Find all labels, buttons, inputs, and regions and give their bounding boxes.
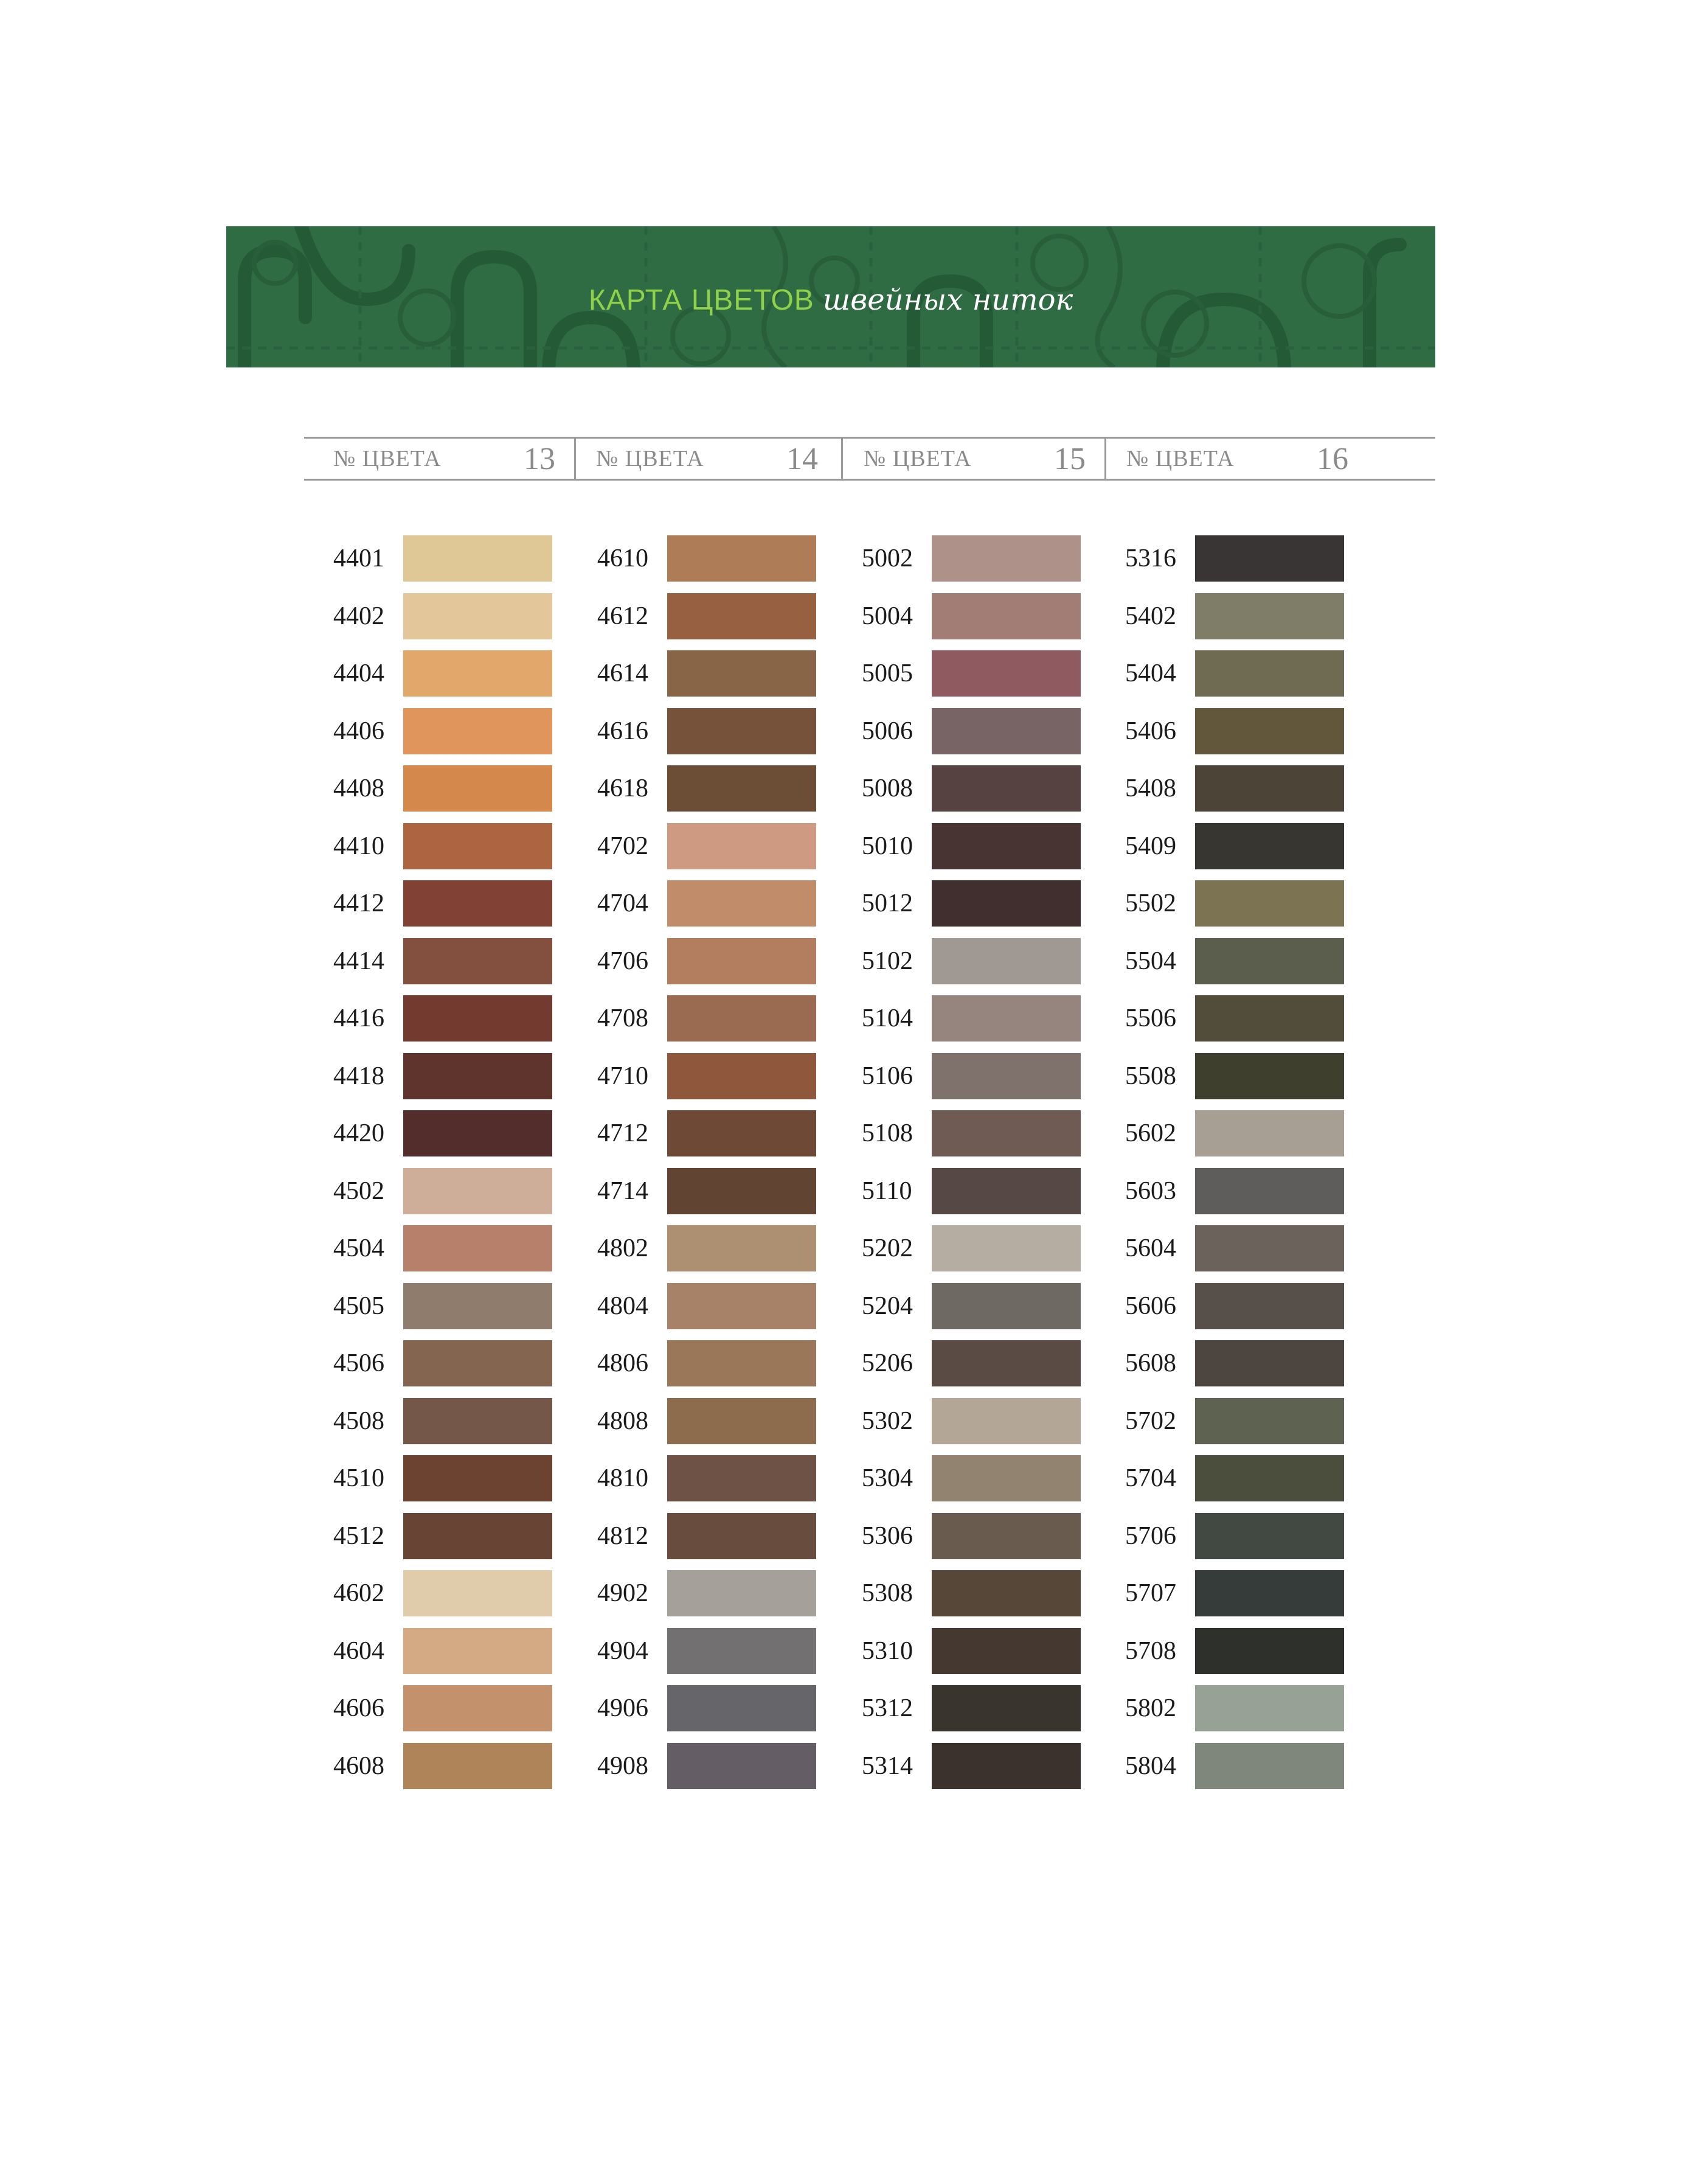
column-header-15	[864, 439, 1086, 478]
banner-title-main: КАРТА ЦВЕТОВ	[588, 283, 814, 316]
color-code: 4408	[333, 774, 384, 802]
color-code: 4610	[597, 544, 648, 572]
color-row	[597, 937, 840, 986]
color-code: 4612	[597, 602, 648, 630]
color-row	[597, 1397, 840, 1445]
color-code: 5306	[862, 1521, 913, 1550]
color-row	[333, 1339, 577, 1388]
color-swatch	[667, 880, 816, 927]
header-separator	[841, 437, 843, 481]
color-code: 5204	[862, 1292, 913, 1320]
color-row	[862, 937, 1105, 986]
color-swatch	[403, 1743, 552, 1789]
color-code: 4506	[333, 1349, 384, 1377]
color-code: 4505	[333, 1292, 384, 1320]
color-code: 5606	[1125, 1292, 1176, 1320]
column-header-label: № ЦВЕТА	[1126, 446, 1235, 471]
color-swatch	[932, 1570, 1081, 1616]
color-row	[333, 534, 577, 583]
color-code: 4414	[333, 947, 384, 975]
color-row	[1125, 1109, 1368, 1158]
column-header-16	[1126, 439, 1348, 478]
color-swatch	[932, 1283, 1081, 1329]
color-code: 4702	[597, 832, 648, 860]
color-swatch	[403, 1225, 552, 1271]
color-code: 5312	[862, 1694, 913, 1722]
color-row	[862, 764, 1105, 813]
color-row	[1125, 707, 1368, 756]
color-code: 5004	[862, 602, 913, 630]
color-row	[333, 764, 577, 813]
color-row	[1125, 764, 1368, 813]
color-swatch	[1195, 535, 1344, 582]
color-code: 4504	[333, 1234, 384, 1262]
color-swatch	[667, 1743, 816, 1789]
color-code: 4802	[597, 1234, 648, 1262]
color-row	[333, 1167, 577, 1215]
color-swatch	[932, 1513, 1081, 1559]
color-swatch	[403, 1513, 552, 1559]
column-header-14	[596, 439, 818, 478]
color-row	[1125, 994, 1368, 1043]
color-swatch	[403, 1398, 552, 1444]
color-row	[597, 649, 840, 698]
color-swatch	[1195, 995, 1344, 1042]
color-row	[333, 1512, 577, 1560]
color-code: 5310	[862, 1636, 913, 1665]
color-swatch	[932, 1340, 1081, 1386]
color-row	[862, 1397, 1105, 1445]
color-code: 4614	[597, 659, 648, 687]
color-row	[862, 534, 1105, 583]
color-row	[862, 707, 1105, 756]
color-swatch	[1195, 650, 1344, 697]
color-row	[597, 1512, 840, 1560]
color-row	[862, 1282, 1105, 1330]
color-row	[1125, 649, 1368, 698]
color-swatch	[667, 1398, 816, 1444]
color-code: 4708	[597, 1004, 648, 1032]
header-separator	[574, 437, 576, 481]
color-code: 4904	[597, 1636, 648, 1665]
color-swatch	[1195, 593, 1344, 639]
color-code: 5604	[1125, 1234, 1176, 1262]
color-code: 5508	[1125, 1062, 1176, 1090]
color-swatch	[932, 765, 1081, 812]
color-code: 4412	[333, 889, 384, 917]
color-row	[862, 1109, 1105, 1158]
color-row	[597, 1224, 840, 1273]
color-code: 5404	[1125, 659, 1176, 687]
color-code: 4704	[597, 889, 648, 917]
color-row	[1125, 1684, 1368, 1733]
color-swatch	[1195, 880, 1344, 927]
color-code: 4410	[333, 832, 384, 860]
color-swatch	[1195, 765, 1344, 812]
color-code: 4712	[597, 1119, 648, 1147]
color-row	[862, 1339, 1105, 1388]
color-code: 4616	[597, 717, 648, 745]
banner-title	[226, 226, 1435, 367]
color-swatch	[667, 593, 816, 639]
color-swatch	[667, 1628, 816, 1674]
color-swatch	[1195, 1053, 1344, 1099]
color-code: 5010	[862, 832, 913, 860]
color-swatch	[667, 938, 816, 984]
color-code: 5402	[1125, 602, 1176, 630]
column-header-number: 13	[524, 441, 555, 476]
color-code: 5102	[862, 947, 913, 975]
color-swatch	[1195, 823, 1344, 869]
color-code: 5005	[862, 659, 913, 687]
color-code: 4804	[597, 1292, 648, 1320]
color-code: 5008	[862, 774, 913, 802]
color-row	[1125, 1224, 1368, 1273]
header-separator	[1104, 437, 1106, 481]
color-swatch	[667, 1053, 816, 1099]
color-code: 5702	[1125, 1407, 1176, 1435]
color-swatch	[403, 1685, 552, 1731]
color-code: 5707	[1125, 1579, 1176, 1607]
color-swatch	[667, 995, 816, 1042]
column-header-number: 15	[1054, 441, 1086, 476]
color-swatch	[403, 1340, 552, 1386]
color-row	[333, 937, 577, 986]
color-code: 5304	[862, 1464, 913, 1492]
column-header-13	[333, 439, 555, 478]
color-row	[597, 1742, 840, 1790]
color-swatch	[667, 1225, 816, 1271]
color-code: 4404	[333, 659, 384, 687]
color-code: 5314	[862, 1751, 913, 1780]
column-header-label: № ЦВЕТА	[333, 446, 442, 471]
banner-title-sub: швейных ниток	[822, 283, 1073, 317]
color-code: 4502	[333, 1177, 384, 1205]
color-swatch	[403, 1628, 552, 1674]
color-code: 4604	[333, 1636, 384, 1665]
color-row	[333, 1282, 577, 1330]
color-code: 5608	[1125, 1349, 1176, 1377]
color-code: 4908	[597, 1751, 648, 1780]
color-row	[333, 1224, 577, 1273]
color-row	[1125, 879, 1368, 928]
color-swatch	[932, 1685, 1081, 1731]
color-code: 4902	[597, 1579, 648, 1607]
color-code: 4806	[597, 1349, 648, 1377]
color-row	[862, 879, 1105, 928]
color-swatch	[1195, 1513, 1344, 1559]
color-row	[862, 822, 1105, 871]
color-swatch	[1195, 708, 1344, 754]
color-swatch	[667, 823, 816, 869]
color-code: 4420	[333, 1119, 384, 1147]
color-swatch	[932, 593, 1081, 639]
color-code: 5302	[862, 1407, 913, 1435]
color-code: 5006	[862, 717, 913, 745]
color-swatch	[403, 593, 552, 639]
color-swatch	[403, 1110, 552, 1156]
color-swatch	[932, 880, 1081, 927]
color-swatch	[403, 1168, 552, 1214]
color-row	[333, 1109, 577, 1158]
color-row	[862, 1742, 1105, 1790]
color-swatch	[403, 535, 552, 582]
color-swatch	[403, 938, 552, 984]
color-swatch	[932, 650, 1081, 697]
color-swatch	[932, 1225, 1081, 1271]
column-header-number: 14	[786, 441, 818, 476]
color-code: 5308	[862, 1579, 913, 1607]
color-swatch	[403, 823, 552, 869]
color-swatch	[403, 1570, 552, 1616]
color-row	[597, 1167, 840, 1215]
color-swatch	[1195, 1743, 1344, 1789]
color-row	[597, 1684, 840, 1733]
color-row	[1125, 1742, 1368, 1790]
color-code: 4510	[333, 1464, 384, 1492]
color-code: 5012	[862, 889, 913, 917]
color-code: 5108	[862, 1119, 913, 1147]
color-swatch	[667, 765, 816, 812]
color-row	[1125, 937, 1368, 986]
color-swatch	[667, 535, 816, 582]
color-code: 4602	[333, 1579, 384, 1607]
color-row	[597, 764, 840, 813]
color-swatch	[932, 708, 1081, 754]
color-row	[862, 1052, 1105, 1101]
color-swatch	[1195, 1340, 1344, 1386]
column-header-label: № ЦВЕТА	[596, 446, 704, 471]
color-row	[862, 1512, 1105, 1560]
color-row	[1125, 1397, 1368, 1445]
color-swatch	[932, 1398, 1081, 1444]
color-code: 5706	[1125, 1521, 1176, 1550]
color-code: 5408	[1125, 774, 1176, 802]
color-code: 4508	[333, 1407, 384, 1435]
color-swatch	[403, 1053, 552, 1099]
color-swatch	[932, 1168, 1081, 1214]
color-row	[1125, 1512, 1368, 1560]
color-code: 4608	[333, 1751, 384, 1780]
color-code: 5206	[862, 1349, 913, 1377]
color-code: 5804	[1125, 1751, 1176, 1780]
color-code: 5110	[862, 1177, 912, 1205]
color-row	[597, 994, 840, 1043]
color-swatch	[1195, 1455, 1344, 1501]
color-swatch	[1195, 1685, 1344, 1731]
color-row	[1125, 1339, 1368, 1388]
color-swatch	[403, 1283, 552, 1329]
color-row	[1125, 1627, 1368, 1675]
color-row	[1125, 592, 1368, 641]
color-code: 4810	[597, 1464, 648, 1492]
color-swatch	[932, 1455, 1081, 1501]
color-code: 4906	[597, 1694, 648, 1722]
color-row	[597, 1052, 840, 1101]
color-row	[862, 1684, 1105, 1733]
color-code: 4618	[597, 774, 648, 802]
color-swatch	[1195, 1225, 1344, 1271]
color-code: 4418	[333, 1062, 384, 1090]
color-row	[1125, 1167, 1368, 1215]
color-swatch	[1195, 1283, 1344, 1329]
color-code: 4416	[333, 1004, 384, 1032]
color-code: 5802	[1125, 1694, 1176, 1722]
color-code: 5202	[862, 1234, 913, 1262]
color-code: 4812	[597, 1521, 648, 1550]
color-code: 5603	[1125, 1177, 1176, 1205]
color-code: 4714	[597, 1177, 648, 1205]
color-code: 5704	[1125, 1464, 1176, 1492]
color-row	[597, 822, 840, 871]
header-rule-top	[304, 437, 1435, 439]
color-swatch	[1195, 1168, 1344, 1214]
color-code: 4706	[597, 947, 648, 975]
color-row	[597, 534, 840, 583]
color-swatch	[1195, 1110, 1344, 1156]
color-code: 5506	[1125, 1004, 1176, 1032]
color-swatch	[932, 1053, 1081, 1099]
color-swatch	[932, 823, 1081, 869]
color-row	[862, 1454, 1105, 1503]
color-swatch	[1195, 938, 1344, 984]
color-row	[862, 592, 1105, 641]
color-row	[1125, 1454, 1368, 1503]
color-row	[1125, 1052, 1368, 1101]
color-row	[333, 649, 577, 698]
color-code: 5406	[1125, 717, 1176, 745]
color-row	[333, 592, 577, 641]
color-swatch	[667, 708, 816, 754]
color-code: 5316	[1125, 544, 1176, 572]
color-code: 4808	[597, 1407, 648, 1435]
color-row	[862, 1167, 1105, 1215]
color-row	[597, 1282, 840, 1330]
header-banner	[226, 226, 1435, 367]
color-swatch	[403, 1455, 552, 1501]
color-swatch	[667, 650, 816, 697]
color-code: 5502	[1125, 889, 1176, 917]
color-swatch	[667, 1340, 816, 1386]
color-row	[333, 1627, 577, 1675]
color-code: 5104	[862, 1004, 913, 1032]
color-swatch	[667, 1570, 816, 1616]
color-row	[333, 822, 577, 871]
color-row	[597, 1454, 840, 1503]
color-code: 4402	[333, 602, 384, 630]
color-row	[597, 1339, 840, 1388]
color-swatch	[667, 1168, 816, 1214]
color-row	[333, 1684, 577, 1733]
color-swatch	[667, 1513, 816, 1559]
color-code: 5002	[862, 544, 913, 572]
color-row	[597, 707, 840, 756]
color-row	[333, 1052, 577, 1101]
color-row	[333, 994, 577, 1043]
color-swatch	[403, 880, 552, 927]
color-row	[1125, 822, 1368, 871]
color-swatch	[1195, 1628, 1344, 1674]
color-swatch	[403, 765, 552, 812]
color-row	[1125, 1569, 1368, 1618]
color-code: 4710	[597, 1062, 648, 1090]
color-row	[597, 1627, 840, 1675]
color-row	[333, 1454, 577, 1503]
color-code: 4512	[333, 1521, 384, 1550]
color-row	[1125, 1282, 1368, 1330]
color-swatch	[1195, 1570, 1344, 1616]
color-swatch	[403, 708, 552, 754]
color-swatch	[932, 1628, 1081, 1674]
color-swatch	[932, 1743, 1081, 1789]
color-swatch	[932, 995, 1081, 1042]
color-code: 4406	[333, 717, 384, 745]
color-code: 5708	[1125, 1636, 1176, 1665]
color-row	[597, 879, 840, 928]
color-row	[597, 1569, 840, 1618]
color-swatch	[403, 995, 552, 1042]
color-row	[862, 994, 1105, 1043]
column-header-label: № ЦВЕТА	[864, 446, 972, 471]
color-row	[333, 707, 577, 756]
color-swatch	[932, 938, 1081, 984]
color-row	[862, 1569, 1105, 1618]
color-row	[862, 649, 1105, 698]
color-row	[333, 1397, 577, 1445]
color-swatch	[667, 1283, 816, 1329]
color-code: 5602	[1125, 1119, 1176, 1147]
color-swatch	[667, 1685, 816, 1731]
color-swatch	[403, 650, 552, 697]
header-rule-bottom	[304, 479, 1435, 481]
color-swatch	[932, 1110, 1081, 1156]
color-code: 4606	[333, 1694, 384, 1722]
color-swatch	[667, 1110, 816, 1156]
color-row	[333, 1742, 577, 1790]
color-swatch	[667, 1455, 816, 1501]
color-row	[597, 1109, 840, 1158]
color-row	[333, 1569, 577, 1618]
color-row	[597, 592, 840, 641]
column-header-number: 16	[1317, 441, 1348, 476]
color-code: 5409	[1125, 832, 1176, 860]
color-swatch	[1195, 1398, 1344, 1444]
color-row	[1125, 534, 1368, 583]
color-row	[333, 879, 577, 928]
color-code: 5106	[862, 1062, 913, 1090]
color-row	[862, 1627, 1105, 1675]
color-code: 5504	[1125, 947, 1176, 975]
color-row	[862, 1224, 1105, 1273]
color-swatch	[932, 535, 1081, 582]
color-code: 4401	[333, 544, 384, 572]
